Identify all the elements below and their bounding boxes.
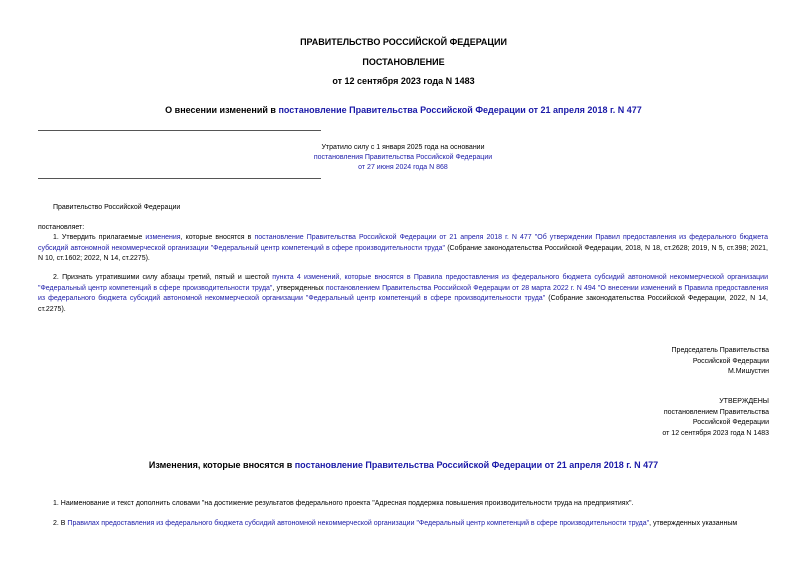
document-title <box>0 105 807 116</box>
resolution-477-title-link[interactable]: "Об утверждении Правил предоставления из федерального бюджета субсидий автономной некоммерческой организации "Федеральный центр компетенций в сфере производительности труда" <box>38 234 768 252</box>
item2-text-start: 2. Признать утратившими силу абзацы третий, пятый и шестой <box>53 274 273 281</box>
resolution-477-link[interactable]: постановление Правительства Российской Федерации от 21 апреля 2018 г. N 477 <box>254 234 532 241</box>
paragraph-4-link[interactable]: пункта 4 изменений, которые вносятся в Правила предоставления из федерального бюджета субсидий автономной некоммерческой организации "Федеральный центр компетенций в сфере производительности труда" <box>38 274 768 292</box>
validity-note-line: Утратило силу с 1 января 2025 года на основании <box>321 144 485 151</box>
resolution-item-1 <box>38 233 768 265</box>
document-date-number: от 12 сентября 2023 года N 1483 <box>332 76 475 86</box>
change2-text-start: 2. В <box>53 520 68 527</box>
item2-text-end: (Собрание законодательства Российской Федерации, 2022, N 14, ст.2275). <box>38 295 769 313</box>
approval-by: постановлением Правительства <box>663 408 769 416</box>
item1-text-end: (Собрание законодательства Российской Федерации, 2018, N 18, ст.2628; 2019, N 5, ст.398; 2021, N 10, ст.1602; 2022, N 14, ст.2275). <box>38 244 769 262</box>
rules-link[interactable]: Правилах предоставления из федерального бюджета субсидий автономной некоммерческой организации "Федеральный центр компетенций в сфере производительности труда" <box>67 520 650 527</box>
issuer-text: Правительство Российской Федерации <box>53 204 181 211</box>
document-type-heading: ПОСТАНОВЛЕНИЕ <box>362 57 445 67</box>
item1-text-start: 1. Утвердить прилагаемые <box>53 234 146 241</box>
repeal-date-link[interactable]: от 27 июня 2024 года N 868 <box>358 164 448 171</box>
change-item-1: 1. Наименование и текст дополнить словами "на достижение результатов федерального проекта "Адресная поддержка повышения производительности труда на предприятиях". <box>53 500 634 507</box>
resolution-item-2 <box>38 273 768 315</box>
change-item-2 <box>38 519 768 530</box>
divider-top <box>38 130 321 131</box>
title-reference-link[interactable]: постановление Правительства Российской Федерации от 21 апреля 2018 г. N 477 <box>278 105 642 115</box>
approval-date: от 12 сентября 2023 года N 1483 <box>662 429 769 437</box>
government-heading: ПРАВИТЕЛЬСТВО РОССИЙСКОЙ ФЕДЕРАЦИИ <box>300 37 507 47</box>
signature-name: М.Мишустин <box>727 368 769 375</box>
item1-text-mid: , которые вносятся в <box>180 234 255 241</box>
approval-block <box>509 397 769 439</box>
divider-bottom <box>38 178 321 179</box>
approval-country: Российской Федерации <box>692 419 769 426</box>
signature-country: Российской Федерации <box>692 357 769 365</box>
title-prefix: О внесении изменений в <box>165 105 279 115</box>
signature-title: Председатель Правительства <box>671 347 769 354</box>
changes-title-link[interactable]: постановление Правительства Российской Федерации от 21 апреля 2018 г. N 477 <box>294 460 659 470</box>
item2-text-mid: , утвержденных <box>272 284 326 292</box>
changes-title <box>0 460 807 471</box>
changes-link[interactable]: изменения <box>145 234 181 241</box>
resolves-text: постановляет: <box>38 224 85 231</box>
change2-text-end: , утвержденных указанным <box>649 520 738 527</box>
changes-title-prefix: Изменения, которые вносятся в <box>148 460 295 470</box>
approval-label: УТВЕРЖДЕНЫ <box>719 398 769 405</box>
repeal-reference-link[interactable]: постановления Правительства Российской Федерации <box>313 154 493 161</box>
resolution-494-link[interactable]: постановлением Правительства Российской Федерации от 28 марта 2022 г. N 494 "О внесении изменений в Правила предоставления из федерального бюджета субсидий автономной некоммерческой организации "Федеральный центр компетенций в сфере производительности труда" <box>38 284 769 302</box>
signature-block <box>509 346 769 378</box>
